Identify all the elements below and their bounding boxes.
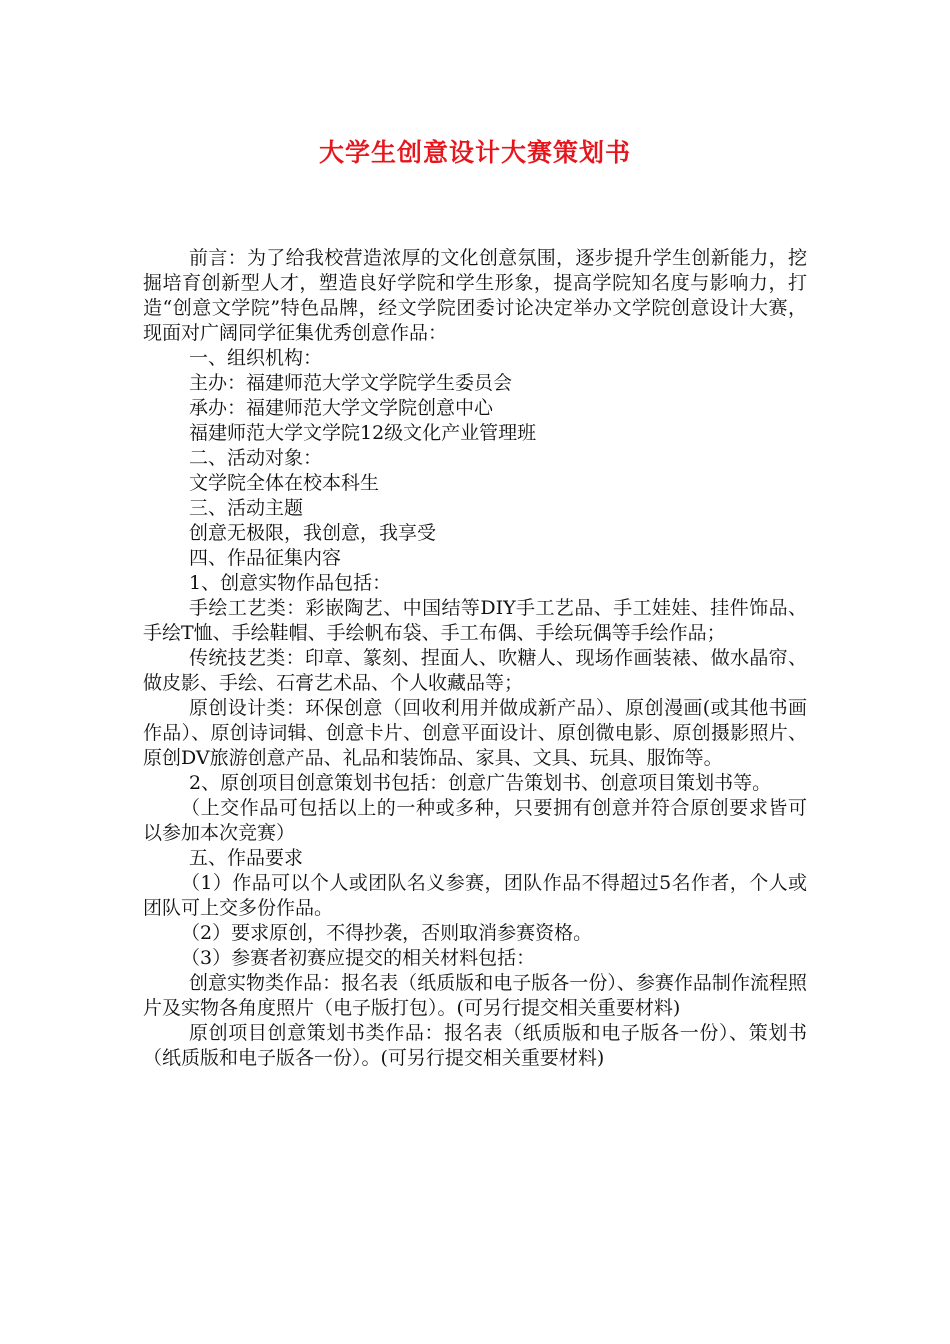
paragraph-preface: 前言：为了给我校营造浓厚的文化创意氛围，逐步提升学生创新能力，挖掘培育创新型人才，塑造良好学院和学生形象，提高学院知名度与影响力，打造“创意文学院”特色品牌，经文学院团委讨论决定举办文学院创意设计大赛，现面对广阔同学征集优秀创意作品： xyxy=(143,247,807,344)
document-title: 大学生创意设计大赛策划书 xyxy=(318,138,631,167)
paragraph-requirement-2: （2）要求原创，不得抄袭，否则取消参赛资格。 xyxy=(181,922,593,944)
paragraph-original-design: 原创设计类：环保创意（回收利用并做成新产品）、原创漫画(或其他书画作品）、原创诗词辑、创意卡片、创意平面设计、原创微电影、原创摄影照片、原创DV旅游创意产品、礼品和装饰品、家具、文具、玩具、服饰等。 xyxy=(143,697,807,769)
paragraph-requirement-1: （1）作品可以个人或团队名义参赛，团队作品不得超过5名作者，个人或团队可上交多份作品。 xyxy=(143,872,807,919)
paragraph-submission-note: （上交作品可包括以上的一种或多种，只要拥有创意并符合原创要求皆可以参加本次竞赛） xyxy=(143,797,807,844)
paragraph-participants: 文学院全体在校本科生 xyxy=(189,472,380,494)
paragraph-physical-materials: 创意实物类作品：报名表（纸质版和电子版各一份）、参赛作品制作流程照片及实物各角度照片（电子版打包）。(可另行提交相关重要材料) xyxy=(143,972,807,1019)
paragraph-requirement-3: （3）参赛者初赛应提交的相关材料包括： xyxy=(181,947,536,969)
heading-submissions: 四、作品征集内容 xyxy=(189,547,342,569)
paragraph-organizer-class: 福建师范大学文学院12级文化产业管理班 xyxy=(189,422,537,444)
heading-organization: 一、组织机构： xyxy=(189,347,323,369)
paragraph-theme: 创意无极限，我创意，我享受 xyxy=(189,522,437,544)
paragraph-organizer: 承办：福建师范大学文学院创意中心 xyxy=(189,397,494,419)
paragraph-traditional: 传统技艺类：印章、篆刻、捏面人、吹糖人、现场作画装裱、做水晶帘、做皮影、手绘、石膏艺术品、个人收藏品等； xyxy=(143,647,807,694)
document-body xyxy=(143,246,807,1071)
heading-participants: 二、活动对象： xyxy=(189,447,323,469)
heading-theme: 三、活动主题 xyxy=(189,497,304,519)
heading-physical-works: 1、创意实物作品包括： xyxy=(189,572,392,594)
heading-requirements: 五、作品要求 xyxy=(189,847,304,869)
paragraph-plan-materials: 原创项目创意策划书类作品：报名表（纸质版和电子版各一份）、策划书（纸质版和电子版各一份）。(可另行提交相关重要材料) xyxy=(143,1022,807,1069)
paragraph-project-plans: 2、原创项目创意策划书包括：创意广告策划书、创意项目策划书等。 xyxy=(189,772,772,794)
paragraph-handcraft: 手绘工艺类：彩嵌陶艺、中国结等DIY手工艺品、手工娃娃、挂件饰品、手绘T恤、手绘鞋帽、手绘帆布袋、手工布偶、手绘玩偶等手绘作品； xyxy=(143,597,807,644)
paragraph-host: 主办：福建师范大学文学院学生委员会 xyxy=(189,372,513,394)
